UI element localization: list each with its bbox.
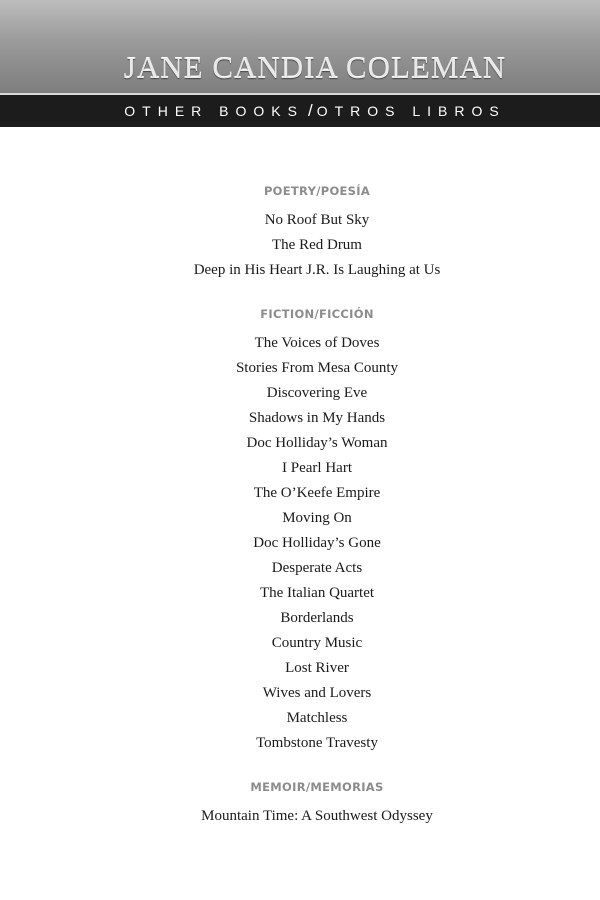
subtitle xyxy=(0,95,600,127)
book-title: Deep in His Heart J.R. Is Laughing at Us xyxy=(193,262,441,278)
subtitle-spanish: OTROS LIBROS xyxy=(316,103,506,119)
book-title: Borderlands xyxy=(280,610,354,626)
book-title: Doc Holliday’s Woman xyxy=(246,435,388,451)
book-title: I Pearl Hart xyxy=(282,460,352,476)
section-heading: MEMOIR/MEMORIAS xyxy=(250,780,384,794)
book-title: Mountain Time: A Southwest Odyssey xyxy=(201,808,433,824)
section-heading: FICTION/FICCIÓN xyxy=(260,307,374,321)
book-title: Lost River xyxy=(285,660,349,676)
book-title: Stories From Mesa County xyxy=(235,360,399,376)
book-title: Moving On xyxy=(282,510,352,526)
author-name: JANE CANDIA COLEMAN xyxy=(123,50,507,85)
book-list xyxy=(0,180,600,849)
book-title: Doc Holliday’s Gone xyxy=(253,535,381,551)
book-title: Shadows in My Hands xyxy=(248,410,386,426)
book-title: Desperate Acts xyxy=(271,560,363,576)
book-title: The O’Keefe Empire xyxy=(253,485,381,501)
section-fiction xyxy=(0,303,600,756)
section-memoir xyxy=(0,776,600,829)
book-title: Country Music xyxy=(271,635,363,651)
header-band xyxy=(0,0,600,93)
book-title: Matchless xyxy=(286,710,348,726)
section-heading: POETRY/POESÍA xyxy=(263,184,371,198)
subtitle-english: OTHER BOOKS xyxy=(124,103,304,119)
book-title: No Roof But Sky xyxy=(264,212,370,228)
subtitle-separator: / xyxy=(307,101,313,120)
book-title: The Red Drum xyxy=(272,237,362,253)
section-poetry xyxy=(0,180,600,283)
subtitle-bar xyxy=(0,93,600,127)
book-title: The Italian Quartet xyxy=(259,585,375,601)
book-title: The Voices of Doves xyxy=(254,335,380,351)
book-title: Wives and Lovers xyxy=(262,685,372,701)
book-title: Tombstone Travesty xyxy=(256,735,378,751)
book-title: Discovering Eve xyxy=(266,385,368,401)
